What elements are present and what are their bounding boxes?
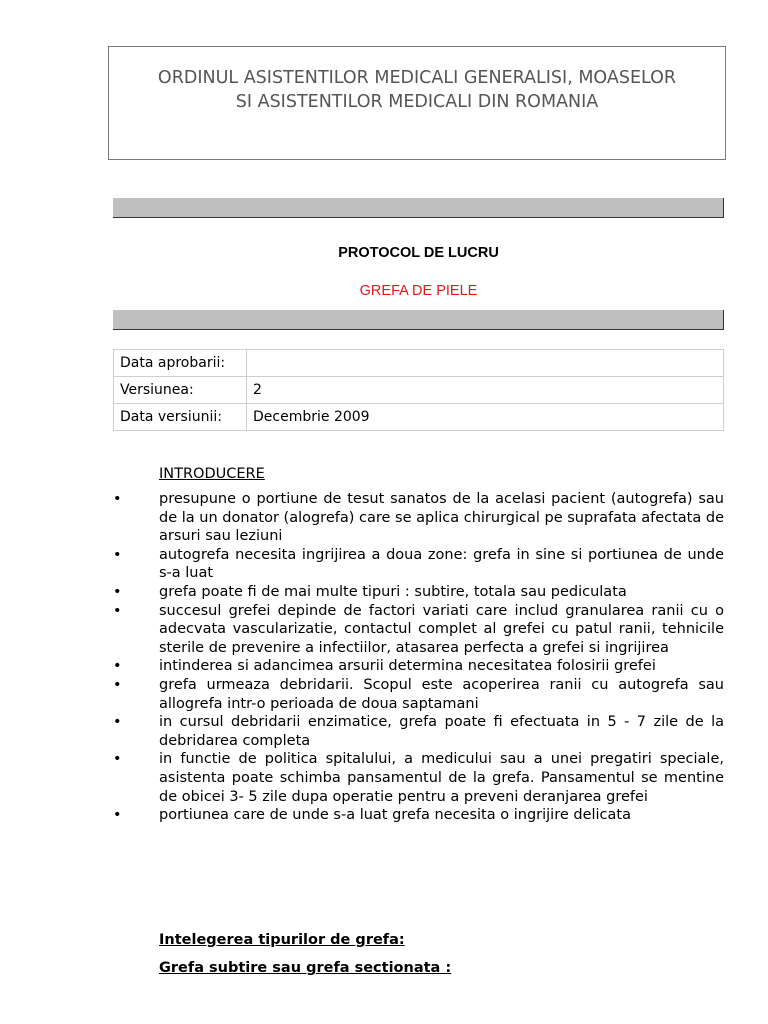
list-item xyxy=(113,546,724,583)
list-item xyxy=(113,602,724,658)
table-row xyxy=(114,404,724,431)
graft-types-heading: Intelegerea tipurilor de grefa: xyxy=(159,932,405,948)
list-item-text: intinderea si adancimea arsurii determina necesitatea folosirii grefei xyxy=(159,658,656,675)
version-label: Versiunea: xyxy=(114,377,247,404)
list-item-text: grefa urmeaza debridarii. Scopul este acoperirea ranii cu autogrefa sau allogrefa intr-o perioada de doua saptamani xyxy=(159,676,724,712)
bullet-icon: • xyxy=(113,676,122,693)
version-value: 2 xyxy=(247,377,724,404)
list-item-text: grefa poate fi de mai multe tipuri : subtire, totala sau pediculata xyxy=(159,583,627,600)
bullet-icon: • xyxy=(113,546,122,563)
protocol-subtitle: GREFA DE PIELE xyxy=(359,283,478,299)
approval-date-label: Data aprobarii: xyxy=(114,350,247,377)
bullet-icon: • xyxy=(113,751,122,768)
list-item-text: in functie de politica spitalului, a medicului sau a unei pregatiri speciale, asistenta poate schimba pansamentul de la grefa. Pansamentul se mentine de obicei 3- 5 zile dupa operatie pentru a preveni deranjarea grefei xyxy=(159,751,724,805)
list-item-text: portiunea care de unde s-a luat grefa necesita o ingrijire delicata xyxy=(159,807,631,824)
organization-name-line-1: ORDINUL ASISTENTILOR MEDICALI GENERALISI, MOASELOR xyxy=(157,68,677,88)
top-gray-divider xyxy=(113,198,724,218)
organization-header-box xyxy=(108,46,726,160)
version-date-value: Decembrie 2009 xyxy=(247,404,724,431)
bullet-icon: • xyxy=(113,583,122,600)
organization-name-line-2: SI ASISTENTILOR MEDICALI DIN ROMANIA xyxy=(235,92,599,112)
version-date-label: Data versiunii: xyxy=(114,404,247,431)
list-item xyxy=(113,583,724,602)
list-item xyxy=(113,750,724,806)
list-item xyxy=(113,676,724,713)
bullet-icon: • xyxy=(113,807,122,824)
bullet-icon: • xyxy=(113,658,122,675)
introduction-bullet-list xyxy=(113,490,724,825)
protocol-metadata-table xyxy=(113,349,724,431)
bullet-icon: • xyxy=(113,602,122,619)
table-row xyxy=(114,377,724,404)
protocol-title: PROTOCOL DE LUCRU xyxy=(338,245,499,261)
table-row xyxy=(114,350,724,377)
list-item xyxy=(113,490,724,546)
list-item-text: autogrefa necesita ingrijirea a doua zone: grefa in sine si portiunea de unde s-a luat xyxy=(159,546,724,582)
list-item xyxy=(113,657,724,676)
bottom-gray-divider xyxy=(113,310,724,330)
list-item-text: presupune o portiune de tesut sanatos de la acelasi pacient (autogrefa) sau de la un donator (alogrefa) care se aplica chirurgical pe suprafata afectata de arsuri sau leziuni xyxy=(159,491,724,545)
list-item xyxy=(113,806,724,825)
thin-graft-heading: Grefa subtire sau grefa sectionata : xyxy=(159,960,452,976)
list-item xyxy=(113,713,724,750)
introduction-heading: INTRODUCERE xyxy=(159,466,265,482)
list-item-text: in cursul debridarii enzimatice, grefa poate fi efectuata in 5 - 7 zile de la debridarea completa xyxy=(159,714,724,749)
approval-date-value xyxy=(247,350,724,377)
list-item-text: succesul grefei depinde de factori variati care includ granularea ranii cu o adecvata vascularizatie, contactul complet al grefei cu patul ranii, tehnicile sterile de prevenire a infectiilor, atasarea perfecta a grefei si ingrijirea xyxy=(159,602,724,656)
bullet-icon: • xyxy=(113,491,122,507)
bullet-icon: • xyxy=(113,714,122,731)
